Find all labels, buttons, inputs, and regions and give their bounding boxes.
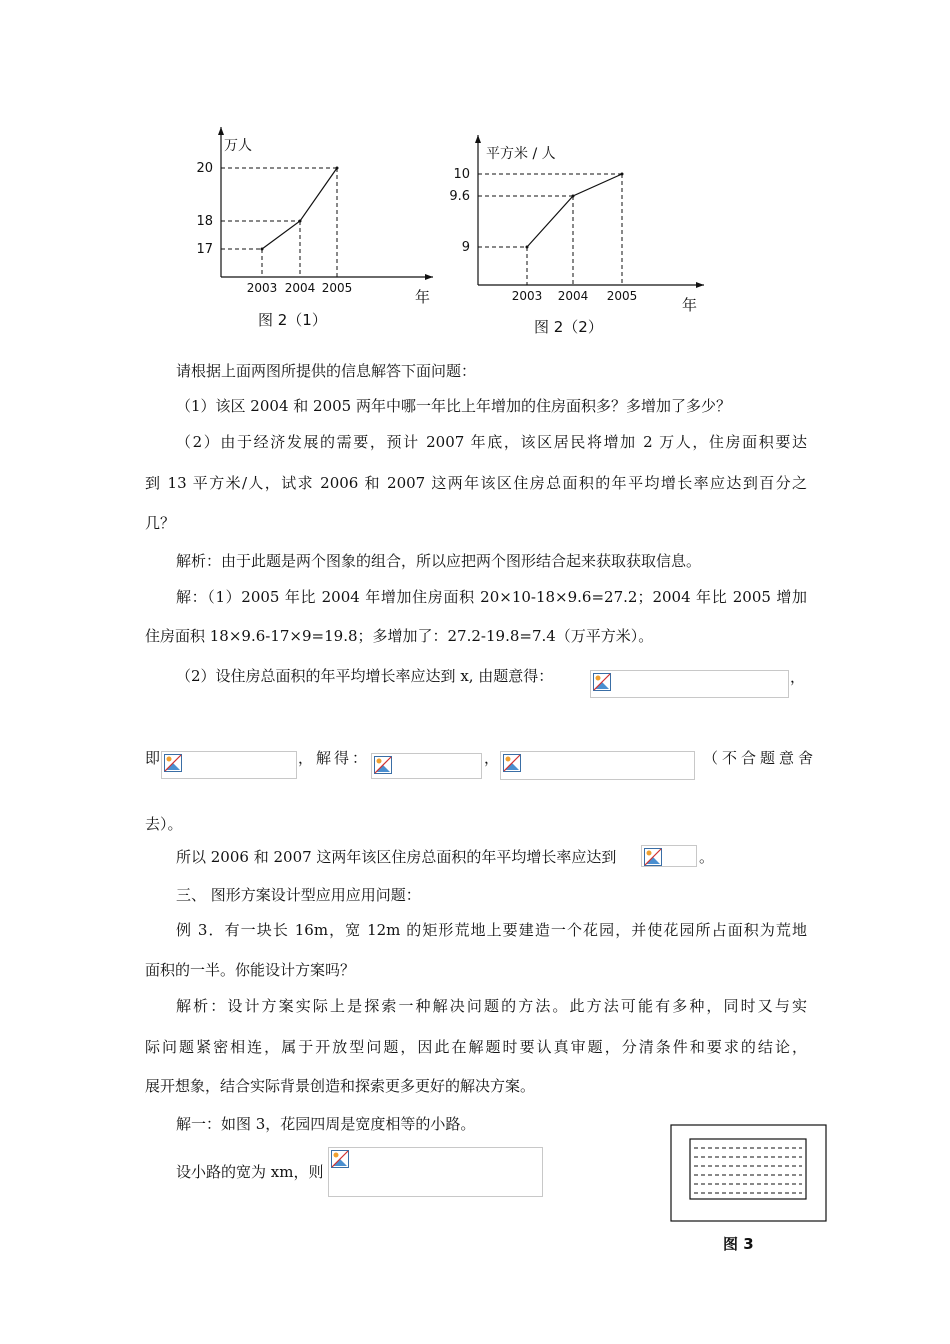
data-point-2003 bbox=[526, 246, 529, 249]
question-2-line-2: 到 13 平方米/人，试求 2006 和 2007 这两年该区住房总面积的年平均增长率应达到百分之 bbox=[145, 474, 807, 492]
y-axis-label: 平方米 / 人 bbox=[486, 146, 556, 162]
discard-note: （不合题意舍 bbox=[703, 749, 818, 767]
data-point-2004 bbox=[299, 220, 302, 223]
equation-image-2 bbox=[161, 751, 297, 779]
image-placeholder-icon bbox=[503, 754, 521, 772]
image-placeholder-icon bbox=[164, 754, 182, 772]
question-2-line-1: （2）由于经济发展的需要，预计 2007 年底，该区居民将增加 2 万人，住房面积要达 bbox=[176, 433, 807, 451]
comma: ， bbox=[790, 668, 806, 686]
image-placeholder-icon bbox=[593, 673, 611, 691]
x-tick-label: 2003 bbox=[511, 289, 543, 303]
solution-3-intro: 解一：如图 3，花园四周是宽度相等的小路。 bbox=[176, 1115, 476, 1133]
chart-2-caption: 图 2（2） bbox=[534, 318, 603, 336]
x-axis-arrow bbox=[425, 274, 433, 280]
example-3-line-1: 例 3．有一块长 16m，宽 12m 的矩形荒地上要建造一个花园，并使花园所占面积为荒地 bbox=[176, 921, 807, 939]
y-tick-label: 10 bbox=[453, 167, 470, 182]
data-point-2005 bbox=[336, 167, 339, 170]
solve-label: ，解得： bbox=[298, 749, 371, 767]
y-axis-arrow bbox=[475, 135, 481, 143]
conclusion-end: 。 bbox=[699, 848, 715, 866]
discard-note-end: 去）。 bbox=[145, 815, 183, 833]
image-placeholder-icon bbox=[374, 756, 392, 774]
garden-hatching bbox=[694, 1148, 802, 1193]
equation-image-3 bbox=[371, 753, 482, 779]
paragraph-intro: 请根据上面两图所提供的信息解答下面问题： bbox=[176, 362, 477, 380]
chart-1-svg bbox=[180, 120, 440, 340]
analysis-3-line-1: 解析：设计方案实际上是探索一种解决问题的方法。此方法可能有多种，同时又与实 bbox=[176, 997, 807, 1015]
x-tick-label: 2005 bbox=[606, 289, 638, 303]
figure-3-diagram bbox=[670, 1124, 827, 1222]
solution-2-intro: （2）设住房总面积的年平均增长率应达到 x, 由题意得： bbox=[176, 667, 554, 685]
x-tick-label: 2005 bbox=[321, 281, 353, 295]
y-axis-arrow bbox=[218, 127, 224, 135]
x-tick-label: 2003 bbox=[246, 281, 278, 295]
x-tick-label: 2004 bbox=[557, 289, 589, 303]
data-point-2005 bbox=[621, 173, 624, 176]
image-placeholder-icon bbox=[331, 1150, 349, 1168]
equation-image-4 bbox=[500, 751, 695, 780]
question-1: （1）该区 2004 和 2005 两年中哪一年比上年增加的住房面积多？多增加了多少？ bbox=[176, 397, 731, 415]
analysis-1: 解析：由于此题是两个图象的组合，所以应把两个图形结合起来获取获取信息。 bbox=[176, 552, 702, 570]
solution-1-line-1: 解：（1）2005 年比 2004 年增加住房面积 20×10-18×9.6=27.2；2004 年比 2005 增加 bbox=[176, 588, 807, 606]
y-tick-label: 17 bbox=[196, 242, 213, 257]
y-tick-label: 9 bbox=[461, 240, 470, 255]
data-point-2004 bbox=[572, 195, 575, 198]
series-line bbox=[527, 174, 622, 247]
example-3-line-2: 面积的一半。你能设计方案吗？ bbox=[145, 961, 356, 979]
y-axis-label: 万人 bbox=[224, 138, 252, 154]
chart-2-svg bbox=[440, 125, 710, 345]
equation-image-5 bbox=[641, 845, 697, 867]
figure-3-caption: 图 3 bbox=[723, 1235, 754, 1253]
comma-2: ， bbox=[484, 749, 500, 767]
equation-image-6 bbox=[328, 1147, 543, 1197]
data-point-2003 bbox=[261, 248, 264, 251]
equation-image-1 bbox=[590, 670, 789, 698]
image-placeholder-icon bbox=[644, 848, 662, 866]
x-axis-label: 年 bbox=[682, 296, 698, 314]
y-tick-label: 9.6 bbox=[449, 189, 470, 204]
analysis-3-line-2: 际问题紧密相连，属于开放型问题，因此在解题时要认真审题，分清条件和要求的结论， bbox=[145, 1038, 807, 1056]
chart-1 bbox=[180, 120, 440, 340]
chart-1-caption: 图 2（1） bbox=[258, 311, 327, 329]
x-axis-arrow bbox=[696, 282, 704, 288]
x-axis-label: 年 bbox=[415, 288, 431, 306]
solution-1-line-2: 住房面积 18×9.6-17×9=19.8；多增加了：27.2-19.8=7.4（万平方米）。 bbox=[145, 627, 654, 645]
question-2-line-3: 几？ bbox=[145, 514, 176, 532]
y-tick-label: 18 bbox=[196, 214, 213, 229]
path-width-text: 设小路的宽为 xm，则 bbox=[176, 1163, 324, 1181]
ji-label: 即 bbox=[145, 749, 161, 767]
conclusion: 所以 2006 和 2007 这两年该区住房总面积的年平均增长率应达到 bbox=[176, 848, 617, 866]
analysis-3-line-3: 展开想象，结合实际背景创造和探索更多更好的解决方案。 bbox=[145, 1077, 536, 1095]
y-tick-label: 20 bbox=[196, 161, 213, 176]
chart-2 bbox=[440, 125, 710, 345]
section-3-heading: 三、 图形方案设计型应用应用问题： bbox=[176, 886, 421, 904]
x-tick-label: 2004 bbox=[284, 281, 316, 295]
figure-3 bbox=[670, 1124, 827, 1222]
